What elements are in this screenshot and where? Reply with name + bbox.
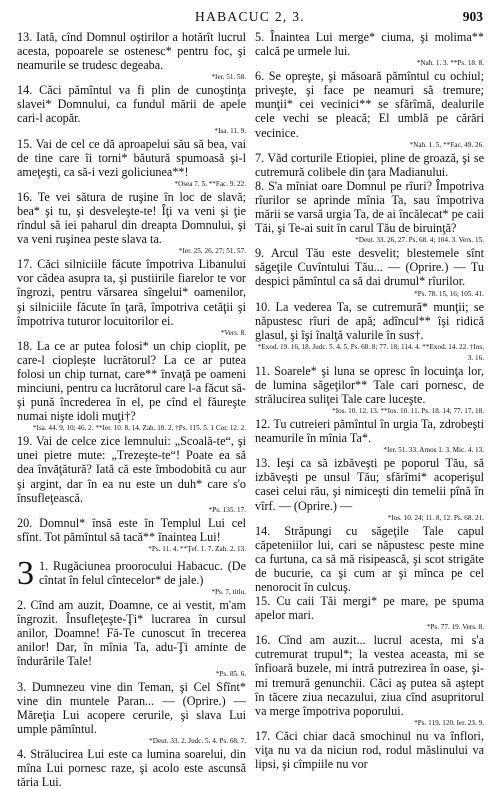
verse-3-1: 1. Rugăciunea proorocului Habacuc. (De cîntat în felul cîntecelor* de jale.) <box>39 558 246 587</box>
page-number: 903 <box>462 9 483 24</box>
verse-3-2: 2. Cînd am auzit, Doamne, ce ai vestit, m'am îngrozit. Însufleţeşte-Ţi* lucrarea în cursul anilor, Doamne! Fă-Te cunoscut în trecerea anilor! Dar, în mînia Ta, adu-Ţi aminte de îndurările Tale! <box>17 598 246 669</box>
cross-reference: *Ps. 85. 6. <box>215 669 246 678</box>
verse-3-9: 9. Arcul Tău este desvelit; blestemele sînt săgeţile Cuvîntului Tău... — (Oprire.) — Tu despici pămîntul ca să dai drumul* rîurilor. <box>255 246 484 289</box>
left-column <box>17 30 246 789</box>
cross-reference: *Ier. 25. 26, 27; 51. 57. <box>178 247 246 256</box>
cross-reference: *Ier. 51. 33. Amos 1. 3. Mic. 4. 13. <box>383 446 484 455</box>
cross-reference: *Ps. 78. 15, 16; 105. 41. <box>414 289 484 298</box>
verse-3-12: 12. Tu cutreieri pămîntul în urgia Ta, zdrobeşti neamurile în mînia Ta*. <box>255 417 484 446</box>
cross-reference: *Isa. 44. 9, 10; 46. 2. **Ier. 10. 8, 14. Zah. 10. 2. †Ps. 115. 5. 1 Cor. 12. 2. <box>32 424 246 433</box>
cross-reference: *Deut. 33. 2. Judc. 5. 4. Ps. 68. 7. <box>149 736 246 745</box>
verse-3-6: 6. Se opreşte, şi măsoară pămîntul cu ochiul; priveşte, şi face pe neamuri să tremure; munţii* cei vecinici** se sfărîmă, dealurile cele vechi se pleacă; El umblă pe cărări vecinice. <box>255 69 484 140</box>
cross-reference: *Ier. 51. 58. <box>211 73 246 82</box>
cross-reference: *Vers. 8. <box>220 328 246 337</box>
cross-reference: *Ios. 10. 24; 11. 8, 12. Ps. 68. 21. <box>387 513 484 522</box>
cross-reference: *Nah. 1. 3. **Ps. 18. 8. <box>416 59 484 68</box>
verse-2-17: 17. Căci silniciile făcute împotriva Libanului vor cădea asupra ta, şi pustiirile fiarelor te vor îngrozi, pentru vărsarea sîngelui* oamenilor, şi silniciile făcute în ţară, împotriva cetăţii şi împotriva tuturor locuitorilor ei. <box>17 257 246 328</box>
verse-3-3: 3. Dumnezeu vine din Teman, şi Cel Sfînt* vine din muntele Paran... — (Oprire.) — Măreţia Lui acopere cerurile, şi slava Lui umple pămîntul. <box>17 679 246 736</box>
verse-3-10: 10. La vederea Ta, se cutremură* munţii; se năpustesc rîuri de apă; adîncul** îşi ridică glasul, şi îşi înalţă valurile în sus†. <box>255 299 484 342</box>
cross-reference: *Ps. 77. 19. Vers. 8. <box>426 623 484 632</box>
verse-2-16: 16. Te vei sătura de ruşine în loc de slavă; bea* şi tu, şi desveleşte-te! Îţi va veni şi ţie rîndul să iei paharul din dreapta Domnului, şi va veni ruşinea peste slava ta. <box>17 189 246 247</box>
verse-3-13: 13. Ieşi ca să izbăveşti pe poporul Tău, să izbăveşti pe unsul Tău; sfărîmi* acoperişul casei celui rău, şi nimiceşti din temelii pînă în vîrf. — (Oprire.) — <box>255 456 484 513</box>
verse-2-19: 19. Vai de celce zice lemnului: „Scoală-te“, şi unei pietre mute: „Trezeşte-te“! Poate ea să dea învăţătură? Iată că este îmbodobită cu aur şi argint, dar în ea nu este un duh* care s'o însufleţească. <box>17 434 246 505</box>
verse-3-16: 16. Cînd am auzit... lucrul acesta, mi s'a cutremurat trupul*; la vestea aceasta, mi se înfioară buzele, mi intră putrezirea în oase, şi-mi tremură genunchii. Căci aş putea să aştept în tăcere ziua necazului, ziua cînd asupritorul va merge împotriva poporului. <box>255 633 484 718</box>
right-column <box>255 30 484 771</box>
cross-reference: *Ps. 119. 120. Ier. 23. 9. <box>414 718 484 727</box>
cross-reference: *Osea 7. 5. **Fac. 9. 22. <box>174 179 246 188</box>
verse-3-11: 11. Soarele* şi luna se opresc în locuinţa lor, de lumina săgeţilor** Tale cari pornesc, de strălucirea suliţei Tale care luceşte. <box>255 363 484 406</box>
cross-reference: *Deut. 33. 26, 27. Ps. 68. 4; 104. 3. Vers. 15. <box>355 236 484 245</box>
verse-3-14: 14. Străpungi cu săgeţile Tale capul căpeteniilor lui, cari se năpustesc peste mine ca furtuna, ca să mă risipească, şi scot strigăte de bucurie, ca şi cum ar şi mînca pe cel nenorocit în culcuş. <box>255 523 484 594</box>
cross-reference: *Ps. 11. 4. **Ţef. 1. 7. Zah. 2. 13. <box>148 544 246 553</box>
verse-3-4: 4. Strălucirea Lui este ca lumina soarelui, din mîna Lui pornesc raze, şi acolo este ascunsă tăria Lui. <box>17 746 246 789</box>
verse-3-15: 15. Cu caii Tăi mergi* pe mare, pe spuma apelor mari. <box>255 594 484 623</box>
cross-reference: *Ps. 135. 17. <box>208 505 246 514</box>
verse-3-17: 17. Căci chiar dacă smochinul nu va înflori, viţa nu va da niciun rod, rodul măslinului va lipsi, şi cîmpiile nu vor <box>255 728 484 772</box>
verse-3-8: 8. S'a mîniat oare Domnul pe rîuri? Împotriva rîurilor se aprinde mînia Ta, sau împotriva mării se varsă urgia Ta, de ai încălecat* pe caii Tăi, şi Te-ai suit în carul Tău de biruinţă? <box>255 178 484 236</box>
cross-reference: *Exod. 19. 16, 18. Judc. 5. 4, 5. Ps. 68. 8; 77. 18; 114. 4. **Exod. 14. 22. †Ios. 3. 16. <box>257 342 484 362</box>
cross-reference: *Nah. 1. 5. **Fac. 49. 26. <box>409 140 484 149</box>
cross-reference: *Ps. 7, titlu. <box>211 588 246 597</box>
chapter-3-start <box>17 554 246 789</box>
verse-2-13: 13. Iată, cînd Domnul oştirilor a hotărît lucrul acesta, popoarele se ostenesc* pentru foc, şi neamurile se trudesc degeaba. <box>17 30 246 73</box>
cross-reference: *Isa. 11. 9. <box>214 126 246 135</box>
verse-2-20: 20. Domnul* însă este în Templul Lui cel sfînt. Tot pămîntul să tacă** înaintea Lui! <box>17 515 246 544</box>
chapter-number: 3 <box>17 554 34 592</box>
running-title: HABACUC 2, 3. <box>195 9 305 24</box>
verse-3-5: 5. Înaintea Lui merge* ciuma, şi molima** calcă pe urmele lui. <box>255 30 484 59</box>
verse-2-14: 14. Căci pămîntul va fi plin de cunoştinţa slavei* Domnului, ca fundul mării de apele cari-l acopăr. <box>17 83 246 126</box>
page-header <box>0 9 500 27</box>
verse-3-7: 7. Văd corturile Etiopiei, pline de groază, şi se cutremură colibele din ţara Madianului. <box>255 150 484 179</box>
verse-2-18: 18. La ce ar putea folosi* un chip cioplit, pe care-l cioplește lucrătorul? La ce ar putea folosi un chip turnat, care** învaţă pe oameni minciuni, pentru ca lucrătorul care l-a făcut să-şi pună încrederea în el, pe cînd el făureşte numai nişte idoli muţi†? <box>17 338 246 424</box>
cross-reference: *Ios. 10. 12, 13. **Ios. 10. 11. Ps. 18. 14; 77. 17, 18. <box>332 407 484 416</box>
verse-2-15: 15. Vai de cel ce dă aproapelui său să bea, vai de tine care îi torni* băutură spumoasă şi-l ameţeşti, ca să-i vezi goliciunea**! <box>17 136 246 179</box>
